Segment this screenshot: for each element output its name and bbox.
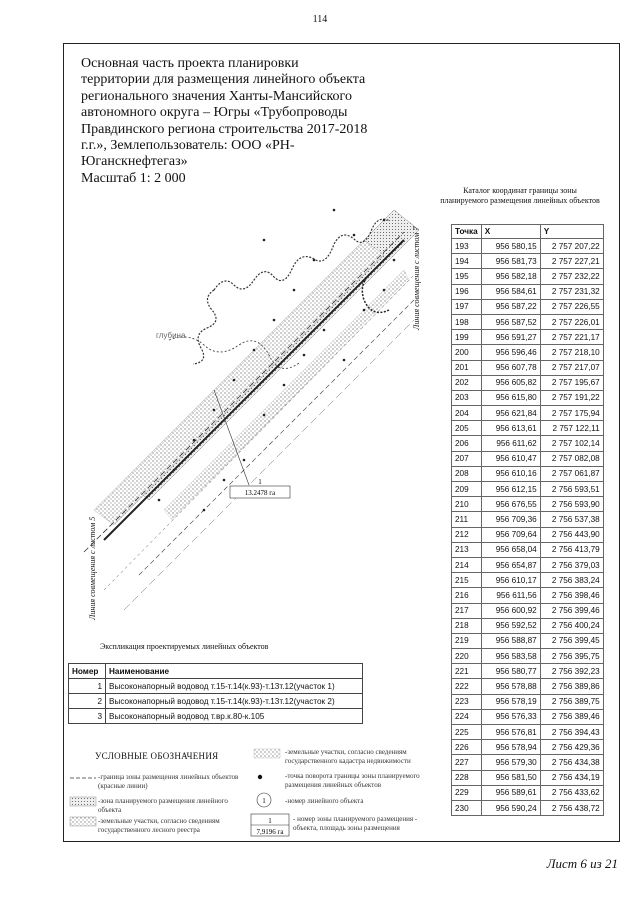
x-coordinate-cell: 956 590,24 xyxy=(481,800,540,815)
y-coordinate-cell: 2 757 231,32 xyxy=(540,284,603,299)
point-number-cell: 193 xyxy=(452,239,482,254)
table-row xyxy=(452,785,604,800)
table-row xyxy=(452,694,604,709)
point-number-cell: 195 xyxy=(452,269,482,284)
y-coordinate-cell: 2 756 389,75 xyxy=(540,694,603,709)
table-row xyxy=(452,725,604,740)
table-row xyxy=(452,740,604,755)
table-row xyxy=(452,254,604,269)
point-number-cell: 205 xyxy=(452,421,482,436)
y-coordinate-cell: 2 757 102,14 xyxy=(540,436,603,451)
legend-cadastre: -земельные участки, согласно сведениям государственного кадастра недвижимости xyxy=(285,748,411,765)
point-number-cell: 223 xyxy=(452,694,482,709)
point-number-cell: 230 xyxy=(452,800,482,815)
table-row xyxy=(452,451,604,466)
legend-forest-registry: -земельные участки, согласно сведениям государственного лесного реестра xyxy=(98,817,220,834)
table-row xyxy=(452,542,604,557)
x-coordinate-cell: 956 580,15 xyxy=(481,239,540,254)
x-coordinate-cell: 956 578,94 xyxy=(481,740,540,755)
red-line xyxy=(104,275,414,590)
point-number-cell: 216 xyxy=(452,588,482,603)
legend-object-number-text: 1 xyxy=(262,797,266,805)
x-coordinate-cell: 956 580,77 xyxy=(481,664,540,679)
x-coordinate-cell: 956 578,19 xyxy=(481,694,540,709)
legend-planned-zone: -зона планируемого размещения линейного объекта xyxy=(98,797,228,814)
table-row xyxy=(452,618,604,633)
object-name: Высоконапорный водовод т.15-т.14(к.93)-т.13т.12(участок 2) xyxy=(106,694,363,709)
table-row xyxy=(69,709,363,724)
title-line: территории для размещения линейного объекта xyxy=(81,72,366,88)
table-row xyxy=(452,466,604,481)
y-coordinate-cell: 2 756 593,90 xyxy=(540,497,603,512)
point-number-cell: 206 xyxy=(452,436,482,451)
legend-object-number: -номер линейного объекта xyxy=(285,797,364,805)
column-header-number: Номер xyxy=(69,664,106,679)
x-coordinate-cell: 956 709,36 xyxy=(481,512,540,527)
point-number-cell: 214 xyxy=(452,557,482,572)
x-coordinate-cell: 956 579,30 xyxy=(481,755,540,770)
y-coordinate-cell: 2 756 433,62 xyxy=(540,785,603,800)
match-line-right-label: Линия совмещения с листом 7 xyxy=(412,226,421,330)
table-row xyxy=(452,269,604,284)
y-coordinate-cell: 2 756 394,43 xyxy=(540,725,603,740)
y-coordinate-cell: 2 756 392,23 xyxy=(540,664,603,679)
y-coordinate-cell: 2 757 221,17 xyxy=(540,330,603,345)
scale-label: Масштаб 1: 2 000 xyxy=(81,170,186,186)
legend-turn-point: -точка поворота границы зоны планируемого размещения линейных объектов xyxy=(285,772,420,789)
object-name: Высоконапорный водовод т.15-т.14(к.93)-т.13т.12(участок 1) xyxy=(106,679,363,694)
table-row xyxy=(452,603,604,618)
table-header-row xyxy=(452,225,604,239)
x-coordinate-cell: 956 621,84 xyxy=(481,406,540,421)
y-coordinate-cell: 2 757 217,07 xyxy=(540,360,603,375)
catalog-caption-line: планируемого размещения линейных объектов xyxy=(440,196,600,205)
legend-zone-number: - номер зоны планируемого размещения - объекта, площадь зоны размещения xyxy=(293,815,418,832)
x-coordinate-cell: 956 587,52 xyxy=(481,314,540,329)
x-coordinate-cell: 956 576,33 xyxy=(481,709,540,724)
legend-zone-example-number: 1 xyxy=(268,817,272,825)
table-row xyxy=(69,679,363,694)
table-row xyxy=(452,633,604,648)
title-line: Основная часть проекта планировки xyxy=(81,56,299,71)
x-coordinate-cell: 956 610,47 xyxy=(481,451,540,466)
table-row xyxy=(452,482,604,497)
table-row xyxy=(452,360,604,375)
table-row xyxy=(452,314,604,329)
object-number: 3 xyxy=(69,709,106,724)
point-number-cell: 213 xyxy=(452,542,482,557)
y-coordinate-cell: 2 757 232,22 xyxy=(540,269,603,284)
legend-title: УСЛОВНЫЕ ОБОЗНАЧЕНИЯ xyxy=(95,751,219,761)
y-coordinate-cell: 2 756 434,19 xyxy=(540,770,603,785)
y-coordinate-cell: 2 757 082,08 xyxy=(540,451,603,466)
legend-zone-box xyxy=(250,813,290,839)
y-coordinate-cell: 2 756 399,46 xyxy=(540,603,603,618)
y-coordinate-cell: 2 757 226,01 xyxy=(540,314,603,329)
x-coordinate-cell: 956 589,61 xyxy=(481,785,540,800)
x-coordinate-cell: 956 576,81 xyxy=(481,725,540,740)
point-number-cell: 227 xyxy=(452,755,482,770)
point-number-cell: 224 xyxy=(452,709,482,724)
table-row xyxy=(452,284,604,299)
point-number-cell: 198 xyxy=(452,314,482,329)
coordinates-table xyxy=(451,224,604,816)
table-row xyxy=(452,649,604,664)
point-number-cell: 221 xyxy=(452,664,482,679)
match-line-left-label: Линия совмещения с листом 5 xyxy=(88,516,97,620)
table-row xyxy=(452,436,604,451)
y-coordinate-cell: 2 756 593,51 xyxy=(540,482,603,497)
table-row xyxy=(452,406,604,421)
legend-cadastre-symbol xyxy=(254,749,280,758)
y-coordinate-cell: 2 756 383,24 xyxy=(540,573,603,588)
point-number-cell: 226 xyxy=(452,740,482,755)
table-row xyxy=(452,527,604,542)
table-row xyxy=(452,709,604,724)
point-number-cell: 212 xyxy=(452,527,482,542)
y-coordinate-cell: 2 756 389,86 xyxy=(540,679,603,694)
title-line: Юганскнефтегаз» xyxy=(81,154,188,170)
point-number-cell: 197 xyxy=(452,299,482,314)
point-number-cell: 225 xyxy=(452,725,482,740)
table-row xyxy=(452,512,604,527)
legend-red-lines: -граница зоны размещения линейных объектов (красные линии) xyxy=(98,773,239,790)
explication-table xyxy=(68,663,363,724)
object-number: 2 xyxy=(69,694,106,709)
x-coordinate-cell: 956 612,15 xyxy=(481,482,540,497)
y-coordinate-cell: 2 757 191,22 xyxy=(540,390,603,405)
x-coordinate-cell: 956 611,56 xyxy=(481,588,540,603)
parcel-area-label: 13.2478 га xyxy=(244,489,276,497)
forest-band xyxy=(94,240,384,525)
table-row xyxy=(452,770,604,785)
y-coordinate-cell: 2 756 438,72 xyxy=(540,800,603,815)
point-number-cell: 208 xyxy=(452,466,482,481)
y-coordinate-cell: 2 757 061,87 xyxy=(540,466,603,481)
table-row xyxy=(452,390,604,405)
point-number-cell: 215 xyxy=(452,573,482,588)
y-coordinate-cell: 2 756 389,46 xyxy=(540,709,603,724)
y-coordinate-cell: 2 756 434,38 xyxy=(540,755,603,770)
point-number-cell: 200 xyxy=(452,345,482,360)
x-coordinate-cell: 956 582,18 xyxy=(481,269,540,284)
table-row xyxy=(452,557,604,572)
table-row xyxy=(452,664,604,679)
table-row xyxy=(452,330,604,345)
table-row xyxy=(452,345,604,360)
legend-turn-point-symbol xyxy=(258,775,262,779)
catalog-caption xyxy=(420,186,620,206)
y-coordinate-cell: 2 756 537,38 xyxy=(540,512,603,527)
x-coordinate-cell: 956 584,61 xyxy=(481,284,540,299)
coordinates-table-body xyxy=(452,239,604,816)
x-coordinate-cell: 956 676,55 xyxy=(481,497,540,512)
y-coordinate-cell: 2 756 443,90 xyxy=(540,527,603,542)
x-coordinate-cell: 956 610,17 xyxy=(481,573,540,588)
explication-caption: Экспликация проектируемых линейных объектов xyxy=(100,642,269,651)
point-number-cell: 228 xyxy=(452,770,482,785)
column-header-point: Точка xyxy=(452,225,482,239)
object-number: 1 xyxy=(69,679,106,694)
x-coordinate-cell: 956 610,16 xyxy=(481,466,540,481)
point-number-cell: 203 xyxy=(452,390,482,405)
point-number-cell: 201 xyxy=(452,360,482,375)
y-coordinate-cell: 2 757 226,55 xyxy=(540,299,603,314)
y-coordinate-cell: 2 756 399,45 xyxy=(540,633,603,648)
x-coordinate-cell: 956 654,87 xyxy=(481,557,540,572)
x-coordinate-cell: 956 596,46 xyxy=(481,345,540,360)
table-row xyxy=(452,497,604,512)
x-coordinate-cell: 956 615,80 xyxy=(481,390,540,405)
page-number: 114 xyxy=(312,14,328,25)
legend-forest-symbol xyxy=(70,817,96,826)
table-row xyxy=(452,800,604,815)
x-coordinate-cell: 956 581,50 xyxy=(481,770,540,785)
y-coordinate-cell: 2 757 207,22 xyxy=(540,239,603,254)
x-coordinate-cell: 956 658,04 xyxy=(481,542,540,557)
point-number-cell: 210 xyxy=(452,497,482,512)
y-coordinate-cell: 2 757 122,11 xyxy=(540,421,603,436)
table-header-row xyxy=(69,664,363,679)
title-line: г.г.», Землепользователь: ООО «РН- xyxy=(81,138,295,154)
column-header-y: Y xyxy=(540,225,603,239)
point-number-cell: 220 xyxy=(452,649,482,664)
table-row xyxy=(452,421,604,436)
lower-band xyxy=(164,270,409,520)
line-number-label: 1 xyxy=(258,478,262,486)
x-coordinate-cell: 956 613,61 xyxy=(481,421,540,436)
table-row xyxy=(452,239,604,254)
point-number-cell: 207 xyxy=(452,451,482,466)
column-header-x: X xyxy=(481,225,540,239)
table-row xyxy=(452,299,604,314)
sheet-label: Лист 6 из 21 xyxy=(546,856,618,871)
x-coordinate-cell: 956 600,92 xyxy=(481,603,540,618)
table-row xyxy=(452,755,604,770)
y-coordinate-cell: 2 757 227,21 xyxy=(540,254,603,269)
x-coordinate-cell: 956 592,52 xyxy=(481,618,540,633)
document-title xyxy=(81,56,411,187)
point-number-cell: 209 xyxy=(452,482,482,497)
x-coordinate-cell: 956 611,62 xyxy=(481,436,540,451)
title-line: Правдинского региона строительства 2017-2018 xyxy=(81,121,368,137)
x-coordinate-cell: 956 709,64 xyxy=(481,527,540,542)
x-coordinate-cell: 956 583,58 xyxy=(481,649,540,664)
object-name: Высоконапорный водовод т.вр.к.80-к.105 xyxy=(106,709,363,724)
x-coordinate-cell: 956 607,78 xyxy=(481,360,540,375)
y-coordinate-cell: 2 756 379,03 xyxy=(540,557,603,572)
table-row xyxy=(452,375,604,390)
x-coordinate-cell: 956 605,82 xyxy=(481,375,540,390)
legend-planned-zone-symbol xyxy=(70,797,96,806)
table-row xyxy=(452,679,604,694)
point-number-cell: 217 xyxy=(452,603,482,618)
point-number-cell: 196 xyxy=(452,284,482,299)
point-number-cell: 204 xyxy=(452,406,482,421)
point-number-cell: 222 xyxy=(452,679,482,694)
x-coordinate-cell: 956 591,27 xyxy=(481,330,540,345)
y-coordinate-cell: 2 756 395,75 xyxy=(540,649,603,664)
point-number-cell: 229 xyxy=(452,785,482,800)
y-coordinate-cell: 2 757 218,10 xyxy=(540,345,603,360)
glubina-label: глубина xyxy=(156,331,186,340)
y-coordinate-cell: 2 756 413,79 xyxy=(540,542,603,557)
table-row xyxy=(452,588,604,603)
point-number-cell: 202 xyxy=(452,375,482,390)
title-line: регионального значения Ханты-Мансийского xyxy=(81,88,352,104)
x-coordinate-cell: 956 587,22 xyxy=(481,299,540,314)
point-number-cell: 211 xyxy=(452,512,482,527)
x-coordinate-cell: 956 581,73 xyxy=(481,254,540,269)
catalog-caption-line: Каталог координат границы зоны xyxy=(463,186,577,195)
y-coordinate-cell: 2 756 398,46 xyxy=(540,588,603,603)
y-coordinate-cell: 2 756 429,36 xyxy=(540,740,603,755)
point-number-cell: 219 xyxy=(452,633,482,648)
point-number-cell: 194 xyxy=(452,254,482,269)
y-coordinate-cell: 2 756 400,24 xyxy=(540,618,603,633)
table-row xyxy=(69,694,363,709)
y-coordinate-cell: 2 757 175,94 xyxy=(540,406,603,421)
plan-map xyxy=(64,180,444,640)
point-number-cell: 199 xyxy=(452,330,482,345)
title-line: автономного округа – Югры «Трубопроводы xyxy=(81,105,348,121)
x-coordinate-cell: 956 578,88 xyxy=(481,679,540,694)
legend-zone-example-area: 7,9196 га xyxy=(256,828,284,836)
point-number-cell: 218 xyxy=(452,618,482,633)
y-coordinate-cell: 2 757 195,67 xyxy=(540,375,603,390)
column-header-name: Наименование xyxy=(106,664,363,679)
x-coordinate-cell: 956 588,87 xyxy=(481,633,540,648)
table-row xyxy=(452,573,604,588)
legend-symbols-left xyxy=(68,773,98,833)
